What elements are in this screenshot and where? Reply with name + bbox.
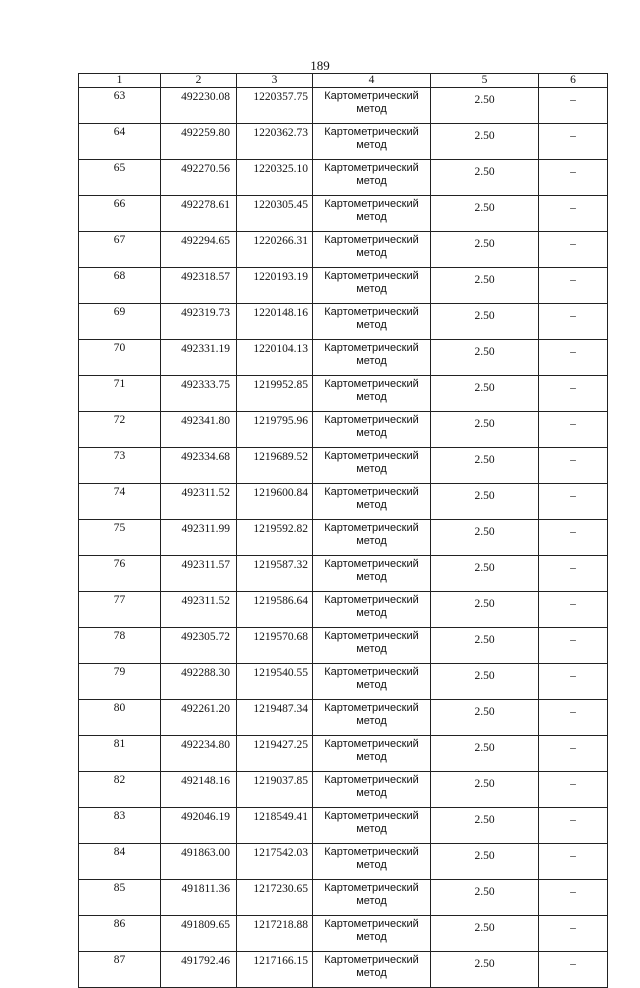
column-header-5: 5 [431,74,539,88]
point-number-cell: 67 [79,232,161,268]
description-cell: – [539,736,608,772]
description-cell: – [539,268,608,304]
accuracy-cell: 2.50 [431,88,539,124]
accuracy-cell: 2.50 [431,772,539,808]
method-text-line1: Картометрический [324,234,419,246]
coordinate-y-cell: 1220148.16 [237,304,313,340]
method-cell [313,232,431,268]
table-row [79,880,608,916]
method-text-line1: Картометрический [324,594,419,606]
coordinate-x-cell: 491811.36 [161,880,237,916]
method-cell [313,88,431,124]
method-text-line1: Картометрический [324,486,419,498]
accuracy-cell: 2.50 [431,736,539,772]
description-cell: – [539,484,608,520]
coordinate-x-cell: 492046.19 [161,808,237,844]
method-cell [313,304,431,340]
point-number-cell: 86 [79,916,161,952]
method-cell [313,556,431,592]
accuracy-cell: 2.50 [431,880,539,916]
point-number-cell: 76 [79,556,161,592]
accuracy-cell: 2.50 [431,232,539,268]
accuracy-cell: 2.50 [431,664,539,700]
coordinate-y-cell: 1219487.34 [237,700,313,736]
table-row [79,664,608,700]
method-text-line2: метод [356,751,387,763]
coordinate-y-cell: 1220362.73 [237,124,313,160]
coordinate-x-cell: 492319.73 [161,304,237,340]
description-cell: – [539,592,608,628]
accuracy-cell: 2.50 [431,520,539,556]
method-text-line2: метод [356,391,387,403]
point-number-cell: 81 [79,736,161,772]
method-text-line2: метод [356,679,387,691]
description-cell: – [539,880,608,916]
table-row [79,124,608,160]
table-row [79,268,608,304]
column-header-2: 2 [161,74,237,88]
accuracy-cell: 2.50 [431,448,539,484]
coordinate-x-cell: 492270.56 [161,160,237,196]
method-cell [313,268,431,304]
description-cell: – [539,88,608,124]
method-text-line1: Картометрический [324,414,419,426]
method-text-line2: метод [356,139,387,151]
method-text-line1: Картометрический [324,954,419,966]
method-text-line1: Картометрический [324,126,419,138]
coordinate-x-cell: 491863.00 [161,844,237,880]
method-text-line2: метод [356,859,387,871]
description-cell: – [539,916,608,952]
method-cell [313,808,431,844]
method-text-line2: метод [356,427,387,439]
accuracy-cell: 2.50 [431,556,539,592]
description-cell: – [539,232,608,268]
coordinate-x-cell: 492305.72 [161,628,237,664]
point-number-cell: 74 [79,484,161,520]
method-text-line1: Картометрический [324,810,419,822]
method-text-line2: метод [356,103,387,115]
method-text-line2: метод [356,535,387,547]
point-number-cell: 87 [79,952,161,988]
table-row [79,952,608,988]
coordinate-y-cell: 1219586.64 [237,592,313,628]
method-cell [313,376,431,412]
accuracy-cell: 2.50 [431,160,539,196]
coordinate-y-cell: 1219570.68 [237,628,313,664]
description-cell: – [539,808,608,844]
method-text-line2: метод [356,355,387,367]
method-text-line2: метод [356,895,387,907]
method-text-line1: Картометрический [324,342,419,354]
table-row [79,844,608,880]
table-row [79,628,608,664]
description-cell: – [539,196,608,232]
coordinate-x-cell: 492341.80 [161,412,237,448]
method-cell [313,736,431,772]
accuracy-cell: 2.50 [431,628,539,664]
table-row [79,448,608,484]
method-cell [313,160,431,196]
point-number-cell: 75 [79,520,161,556]
point-number-cell: 66 [79,196,161,232]
point-number-cell: 71 [79,376,161,412]
method-cell [313,412,431,448]
coordinate-x-cell: 492230.08 [161,88,237,124]
method-text-line2: метод [356,175,387,187]
method-text-line1: Картометрический [324,90,419,102]
method-cell [313,700,431,736]
column-header-1: 1 [79,74,161,88]
table-row [79,340,608,376]
coordinate-x-cell: 492261.20 [161,700,237,736]
method-cell [313,124,431,160]
description-cell: – [539,304,608,340]
point-number-cell: 77 [79,592,161,628]
method-text-line1: Картометрический [324,846,419,858]
point-number-cell: 63 [79,88,161,124]
table-row [79,772,608,808]
description-cell: – [539,124,608,160]
point-number-cell: 68 [79,268,161,304]
method-text-line1: Картометрический [324,270,419,282]
method-cell [313,952,431,988]
point-number-cell: 64 [79,124,161,160]
coordinates-table [78,73,608,988]
table-row [79,412,608,448]
method-cell [313,916,431,952]
method-text-line2: метод [356,787,387,799]
table-row [79,376,608,412]
table-row [79,520,608,556]
point-number-cell: 80 [79,700,161,736]
point-number-cell: 73 [79,448,161,484]
method-text-line1: Картометрический [324,306,419,318]
method-text-line2: метод [356,643,387,655]
description-cell: – [539,844,608,880]
accuracy-cell: 2.50 [431,484,539,520]
table-row [79,88,608,124]
coordinate-y-cell: 1219600.84 [237,484,313,520]
table-row [79,736,608,772]
point-number-cell: 65 [79,160,161,196]
accuracy-cell: 2.50 [431,592,539,628]
coordinate-y-cell: 1220104.13 [237,340,313,376]
point-number-cell: 69 [79,304,161,340]
method-text-line2: метод [356,823,387,835]
coordinate-x-cell: 492311.52 [161,592,237,628]
coordinate-x-cell: 492318.57 [161,268,237,304]
coordinate-x-cell: 492234.80 [161,736,237,772]
point-number-cell: 85 [79,880,161,916]
accuracy-cell: 2.50 [431,268,539,304]
method-text-line2: метод [356,463,387,475]
method-text-line1: Картометрический [324,738,419,750]
description-cell: – [539,628,608,664]
method-cell [313,772,431,808]
table-row [79,160,608,196]
description-cell: – [539,700,608,736]
column-header-4: 4 [313,74,431,88]
coordinate-x-cell: 491809.65 [161,916,237,952]
page-number: 189 [310,58,330,73]
coordinate-x-cell: 492288.30 [161,664,237,700]
column-header-6: 6 [539,74,608,88]
accuracy-cell: 2.50 [431,808,539,844]
coordinate-y-cell: 1219795.96 [237,412,313,448]
description-cell: – [539,952,608,988]
method-text-line1: Картометрический [324,522,419,534]
method-cell [313,844,431,880]
point-number-cell: 84 [79,844,161,880]
coordinate-y-cell: 1217230.65 [237,880,313,916]
table-row [79,808,608,844]
point-number-cell: 79 [79,664,161,700]
method-text-line1: Картометрический [324,882,419,894]
method-text-line1: Картометрический [324,162,419,174]
method-text-line2: метод [356,211,387,223]
accuracy-cell: 2.50 [431,124,539,160]
coordinate-x-cell: 492311.52 [161,484,237,520]
method-text-line1: Картометрический [324,198,419,210]
method-text-line2: метод [356,283,387,295]
method-text-line2: метод [356,319,387,331]
coordinate-y-cell: 1219427.25 [237,736,313,772]
coordinate-x-cell: 492259.80 [161,124,237,160]
coordinate-x-cell: 492148.16 [161,772,237,808]
coordinate-y-cell: 1217542.03 [237,844,313,880]
coordinate-y-cell: 1220193.19 [237,268,313,304]
table-row [79,196,608,232]
point-number-cell: 82 [79,772,161,808]
column-header-3: 3 [237,74,313,88]
coordinate-y-cell: 1219689.52 [237,448,313,484]
coordinate-x-cell: 492334.68 [161,448,237,484]
table-body [79,88,608,988]
coordinate-x-cell: 492278.61 [161,196,237,232]
description-cell: – [539,556,608,592]
table-row [79,556,608,592]
point-number-cell: 72 [79,412,161,448]
table-row [79,232,608,268]
method-text-line2: метод [356,607,387,619]
method-text-line2: метод [356,499,387,511]
method-text-line2: метод [356,715,387,727]
coordinate-y-cell: 1217166.15 [237,952,313,988]
table-row [79,700,608,736]
description-cell: – [539,448,608,484]
table-row [79,484,608,520]
method-text-line1: Картометрический [324,450,419,462]
method-cell [313,340,431,376]
method-cell [313,628,431,664]
method-text-line2: метод [356,247,387,259]
method-cell [313,484,431,520]
coordinate-x-cell: 492311.57 [161,556,237,592]
method-cell [313,880,431,916]
method-cell [313,664,431,700]
accuracy-cell: 2.50 [431,916,539,952]
coordinate-y-cell: 1219587.32 [237,556,313,592]
method-cell [313,592,431,628]
method-text-line1: Картометрический [324,918,419,930]
table-row [79,916,608,952]
coordinate-y-cell: 1220357.75 [237,88,313,124]
point-number-cell: 83 [79,808,161,844]
accuracy-cell: 2.50 [431,376,539,412]
description-cell: – [539,160,608,196]
method-text-line1: Картометрический [324,666,419,678]
method-text-line1: Картометрический [324,774,419,786]
coordinate-y-cell: 1220325.10 [237,160,313,196]
accuracy-cell: 2.50 [431,844,539,880]
table-row [79,304,608,340]
coordinate-y-cell: 1219592.82 [237,520,313,556]
coordinate-x-cell: 492333.75 [161,376,237,412]
method-text-line2: метод [356,571,387,583]
method-text-line1: Картометрический [324,378,419,390]
description-cell: – [539,664,608,700]
method-cell [313,520,431,556]
coordinate-y-cell: 1219037.85 [237,772,313,808]
accuracy-cell: 2.50 [431,196,539,232]
coordinate-y-cell: 1220266.31 [237,232,313,268]
accuracy-cell: 2.50 [431,304,539,340]
method-text-line1: Картометрический [324,630,419,642]
table-row [79,592,608,628]
accuracy-cell: 2.50 [431,952,539,988]
method-text-line2: метод [356,967,387,979]
coordinate-x-cell: 492294.65 [161,232,237,268]
table-header-row [79,74,608,88]
description-cell: – [539,772,608,808]
coordinate-y-cell: 1219540.55 [237,664,313,700]
description-cell: – [539,412,608,448]
accuracy-cell: 2.50 [431,700,539,736]
coordinate-x-cell: 492331.19 [161,340,237,376]
method-cell [313,196,431,232]
method-text-line1: Картометрический [324,702,419,714]
coordinate-x-cell: 492311.99 [161,520,237,556]
point-number-cell: 78 [79,628,161,664]
point-number-cell: 70 [79,340,161,376]
method-cell [313,448,431,484]
description-cell: – [539,520,608,556]
coordinate-y-cell: 1218549.41 [237,808,313,844]
method-text-line1: Картометрический [324,558,419,570]
accuracy-cell: 2.50 [431,412,539,448]
accuracy-cell: 2.50 [431,340,539,376]
method-text-line2: метод [356,931,387,943]
coordinate-y-cell: 1217218.88 [237,916,313,952]
description-cell: – [539,376,608,412]
coordinate-x-cell: 491792.46 [161,952,237,988]
coordinate-y-cell: 1219952.85 [237,376,313,412]
coordinate-y-cell: 1220305.45 [237,196,313,232]
description-cell: – [539,340,608,376]
